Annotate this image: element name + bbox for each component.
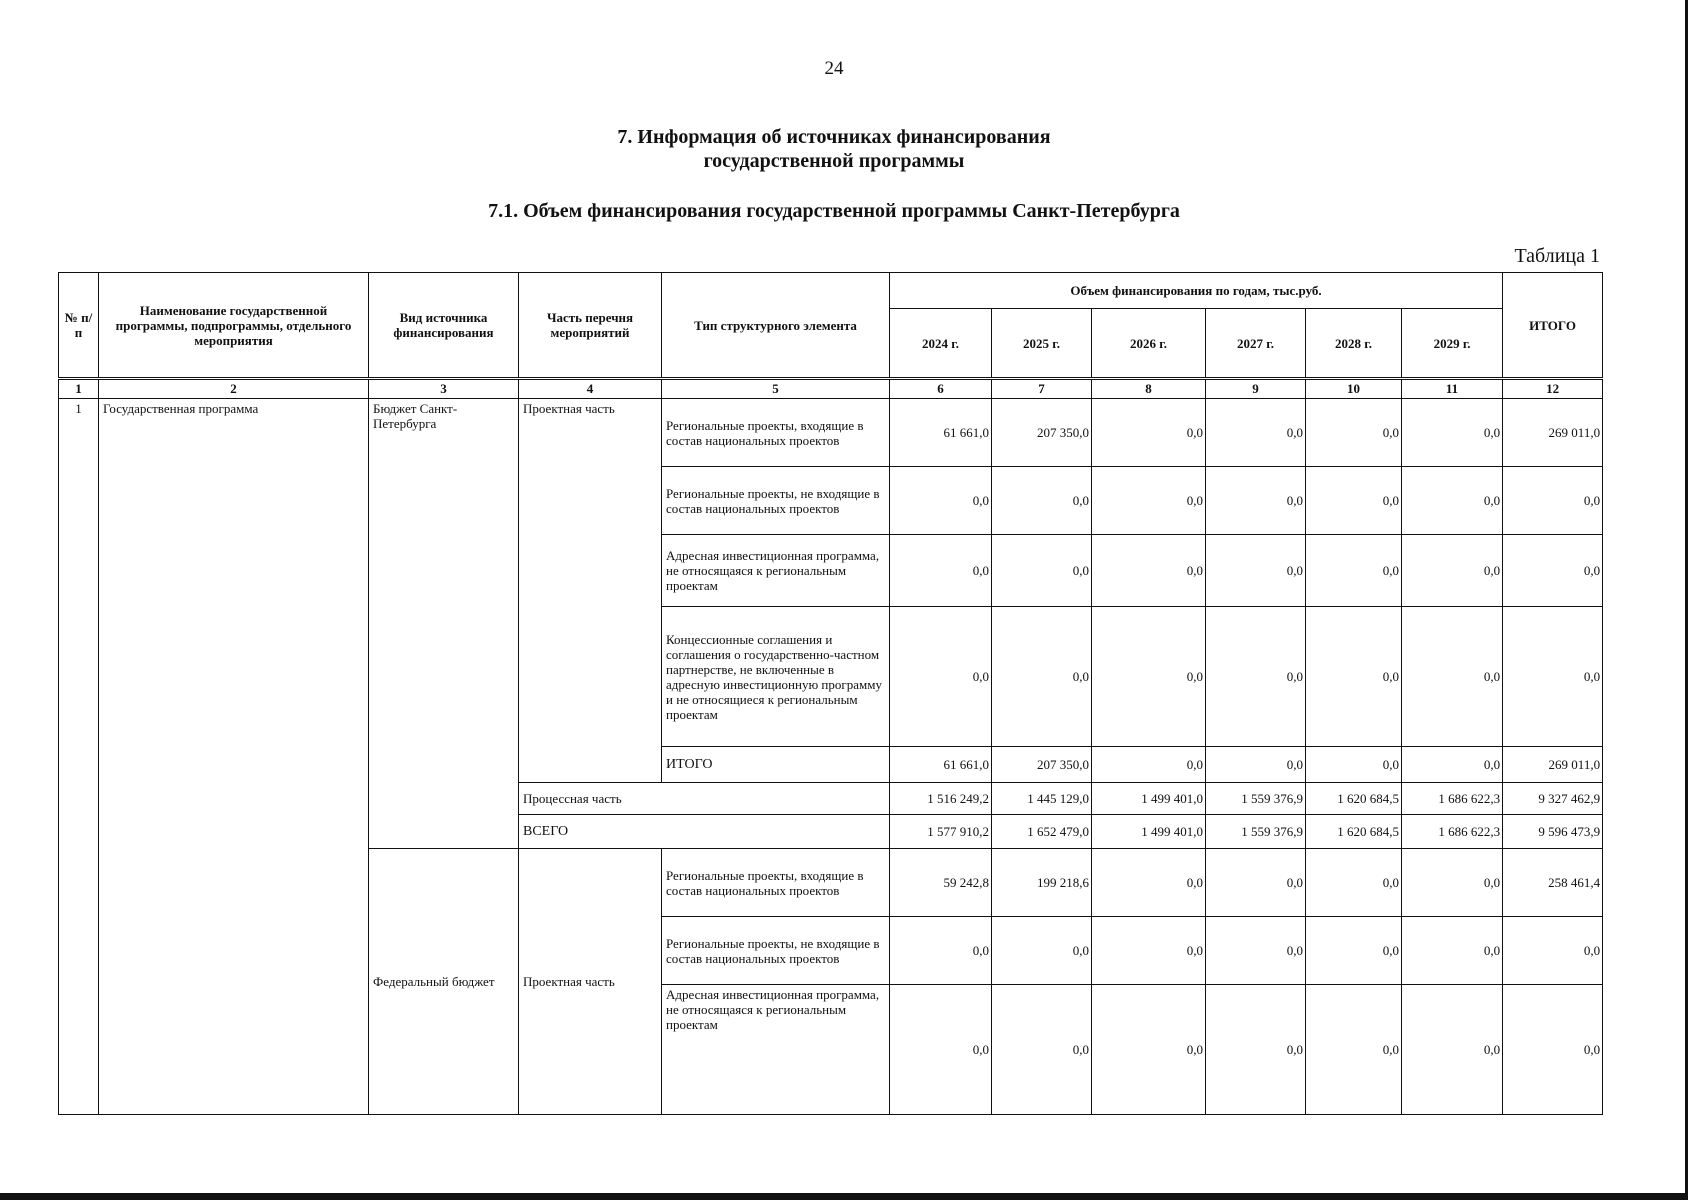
value-cell: 1 686 622,3 xyxy=(1402,783,1503,815)
value-cell: 0,0 xyxy=(1092,607,1206,747)
value-cell: 207 350,0 xyxy=(992,747,1092,783)
header-year: 2026 г. xyxy=(1092,309,1206,379)
section-title-line2: государственной программы xyxy=(703,150,965,172)
value-cell: 0,0 xyxy=(1206,747,1306,783)
value-cell: 0,0 xyxy=(992,467,1092,535)
value-cell: 207 350,0 xyxy=(992,399,1092,467)
value-cell: 61 661,0 xyxy=(890,747,992,783)
value-cell: 0,0 xyxy=(890,607,992,747)
value-total: 9 327 462,9 xyxy=(1503,783,1603,815)
value-cell: 0,0 xyxy=(1206,467,1306,535)
source-spb: Бюджет Санкт-Петербурга xyxy=(369,399,519,849)
value-cell: 0,0 xyxy=(1306,535,1402,607)
value-cell: 0,0 xyxy=(1206,917,1306,985)
value-cell: 0,0 xyxy=(1402,985,1503,1115)
structural-type: Региональные проекты, не входящие в состав национальных проектов xyxy=(662,917,890,985)
value-cell: 1 516 249,2 xyxy=(890,783,992,815)
value-cell: 0,0 xyxy=(1402,917,1503,985)
part-project-federal: Проектная часть xyxy=(519,849,662,1115)
header-type: Тип структурного элемента xyxy=(662,273,890,379)
value-cell: 0,0 xyxy=(890,917,992,985)
value-cell: 0,0 xyxy=(890,985,992,1115)
value-total: 269 011,0 xyxy=(1503,399,1603,467)
value-cell: 0,0 xyxy=(1402,607,1503,747)
col-number: 1 xyxy=(59,379,99,399)
value-total: 269 011,0 xyxy=(1503,747,1603,783)
col-number: 6 xyxy=(890,379,992,399)
header-name: Наименование государственной программы, подпрограммы, отдельного мероприятия xyxy=(99,273,369,379)
col-number: 4 xyxy=(519,379,662,399)
header-part: Часть перечня мероприятий xyxy=(519,273,662,379)
value-cell: 1 499 401,0 xyxy=(1092,783,1206,815)
col-number: 10 xyxy=(1306,379,1402,399)
value-cell: 0,0 xyxy=(1306,399,1402,467)
structural-type: Концессионные соглашения и соглашения о государственно-частном партнерстве, не включенные в адресную инвестиционную программу и не относящиеся к региональным проектам xyxy=(662,607,890,747)
scan-edge-bottom xyxy=(0,1193,1688,1200)
value-cell: 0,0 xyxy=(1402,399,1503,467)
page-number: 24 xyxy=(824,58,844,79)
col-number: 3 xyxy=(369,379,519,399)
header-total: ИТОГО xyxy=(1503,273,1603,379)
value-cell: 0,0 xyxy=(992,985,1092,1115)
value-cell: 61 661,0 xyxy=(890,399,992,467)
value-cell: 0,0 xyxy=(1402,467,1503,535)
value-cell: 0,0 xyxy=(1092,849,1206,917)
value-cell: 0,0 xyxy=(1092,399,1206,467)
value-cell: 0,0 xyxy=(890,535,992,607)
value-cell: 0,0 xyxy=(1306,917,1402,985)
col-number: 2 xyxy=(99,379,369,399)
value-total: 0,0 xyxy=(1503,467,1603,535)
table-row xyxy=(59,399,1603,467)
value-cell: 0,0 xyxy=(1206,849,1306,917)
subsection-title: 7.1. Объем финансирования государственной программы Санкт-Петербурга xyxy=(488,200,1180,222)
col-number: 7 xyxy=(992,379,1092,399)
value-cell: 0,0 xyxy=(1092,535,1206,607)
program-name: Государственная программа xyxy=(99,399,369,1115)
column-numbers-row xyxy=(59,379,1603,399)
section-title xyxy=(0,125,1668,173)
process-part-label: Процессная часть xyxy=(519,783,890,815)
header-year: 2027 г. xyxy=(1206,309,1306,379)
value-cell: 1 559 376,9 xyxy=(1206,815,1306,849)
all-label: ВСЕГО xyxy=(519,815,890,849)
header-year: 2025 г. xyxy=(992,309,1092,379)
value-cell: 0,0 xyxy=(1092,747,1206,783)
col-number: 5 xyxy=(662,379,890,399)
value-cell: 0,0 xyxy=(1206,535,1306,607)
row-number: 1 xyxy=(59,399,99,1115)
value-cell: 0,0 xyxy=(1306,849,1402,917)
header-volume: Объем финансирования по годам, тыс.руб. xyxy=(890,273,1503,309)
structural-type: Региональные проекты, входящие в состав национальных проектов xyxy=(662,399,890,467)
value-cell: 1 652 479,0 xyxy=(992,815,1092,849)
value-total: 0,0 xyxy=(1503,607,1603,747)
value-cell: 0,0 xyxy=(1206,399,1306,467)
value-cell: 0,0 xyxy=(890,467,992,535)
part-project-spb: Проектная часть xyxy=(519,399,662,783)
value-total: 0,0 xyxy=(1503,917,1603,985)
col-number: 9 xyxy=(1206,379,1306,399)
value-cell: 0,0 xyxy=(1402,849,1503,917)
structural-type: Региональные проекты, входящие в состав национальных проектов xyxy=(662,849,890,917)
header-source: Вид источника финансирования xyxy=(369,273,519,379)
structural-type: Адресная инвестиционная программа, не относящаяся к региональным проектам xyxy=(662,985,890,1115)
value-cell: 0,0 xyxy=(1306,607,1402,747)
value-cell: 0,0 xyxy=(1306,467,1402,535)
value-cell: 1 686 622,3 xyxy=(1402,815,1503,849)
value-cell: 0,0 xyxy=(1206,985,1306,1115)
header-year: 2028 г. xyxy=(1306,309,1402,379)
section-title-line1: 7. Информация об источниках финансирования xyxy=(617,126,1051,148)
value-total: 9 596 473,9 xyxy=(1503,815,1603,849)
value-cell: 0,0 xyxy=(1092,917,1206,985)
value-cell: 1 620 684,5 xyxy=(1306,815,1402,849)
value-cell: 0,0 xyxy=(1206,607,1306,747)
value-cell: 0,0 xyxy=(992,917,1092,985)
header-year: 2024 г. xyxy=(890,309,992,379)
source-federal: Федеральный бюджет xyxy=(369,849,519,1115)
value-cell: 0,0 xyxy=(1402,747,1503,783)
structural-type: Адресная инвестиционная программа, не относящаяся к региональным проектам xyxy=(662,535,890,607)
value-cell: 0,0 xyxy=(1306,985,1402,1115)
col-number: 11 xyxy=(1402,379,1503,399)
structural-type: Региональные проекты, не входящие в состав национальных проектов xyxy=(662,467,890,535)
financing-table xyxy=(58,272,1603,1115)
value-total: 258 461,4 xyxy=(1503,849,1603,917)
value-cell: 199 218,6 xyxy=(992,849,1092,917)
value-cell: 1 620 684,5 xyxy=(1306,783,1402,815)
structural-type: ИТОГО xyxy=(662,747,890,783)
table-label: Таблица 1 xyxy=(1514,245,1600,267)
value-cell: 1 499 401,0 xyxy=(1092,815,1206,849)
value-cell: 0,0 xyxy=(992,535,1092,607)
value-cell: 0,0 xyxy=(1092,985,1206,1115)
header-num: № п/п xyxy=(59,273,99,379)
value-cell: 1 577 910,2 xyxy=(890,815,992,849)
value-cell: 0,0 xyxy=(992,607,1092,747)
col-number: 12 xyxy=(1503,379,1603,399)
value-cell: 1 559 376,9 xyxy=(1206,783,1306,815)
value-total: 0,0 xyxy=(1503,535,1603,607)
value-cell: 0,0 xyxy=(1402,535,1503,607)
header-year: 2029 г. xyxy=(1402,309,1503,379)
value-cell: 0,0 xyxy=(1306,747,1402,783)
col-number: 8 xyxy=(1092,379,1206,399)
value-cell: 59 242,8 xyxy=(890,849,992,917)
value-cell: 1 445 129,0 xyxy=(992,783,1092,815)
value-total: 0,0 xyxy=(1503,985,1603,1115)
value-cell: 0,0 xyxy=(1092,467,1206,535)
